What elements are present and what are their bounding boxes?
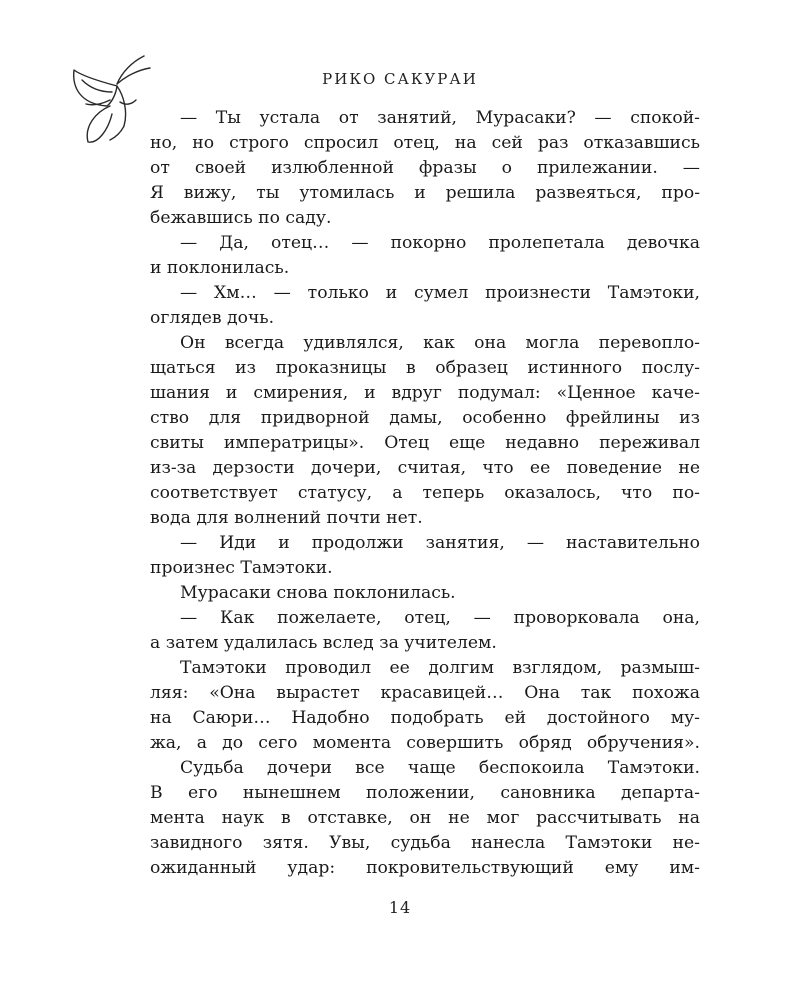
text-line: а затем удалилась вслед за учителем. <box>150 633 497 653</box>
text-line: жа, а до сего момента совершить обряд обручения». <box>150 733 700 753</box>
text-line: от своей излюбленной фразы о прилежании. — <box>150 158 700 178</box>
text-line: ляя: «Она вырастет красавицей… Она так похожа <box>150 683 700 703</box>
text-line: и поклонилась. <box>150 258 290 278</box>
text-line: соответствует статусу, а теперь оказалось, что по- <box>150 483 700 503</box>
text-line: ство для придворной дамы, особенно фрейлины из <box>150 408 700 428</box>
text-line: но, но строго спросил отец, на сей раз отказавшись <box>150 133 700 153</box>
text-line: Он всегда удивлялся, как она могла перевопло- <box>180 333 700 353</box>
text-line: вода для волнений почти нет. <box>150 508 423 528</box>
page-number: 14 <box>388 898 412 917</box>
text-line: — Ты устала от занятий, Мурасаки? — спокой- <box>180 108 700 128</box>
text-line: Тамэтоки проводил ее долгим взглядом, размыш- <box>180 658 700 678</box>
text-line: оглядев дочь. <box>150 308 275 328</box>
text-line: Мурасаки снова поклонилась. <box>180 583 456 603</box>
text-line: из-за дерзости дочери, считая, что ее поведение не <box>150 458 700 478</box>
text-line: ожиданный удар: покровительствующий ему им- <box>150 858 700 878</box>
text-line: — Как пожелаете, отец, — проворковала она, <box>180 608 700 628</box>
text-line: на Саюри… Надобно подобрать ей достойного му- <box>150 708 700 728</box>
text-line: свиты императрицы». Отец еще недавно переживал <box>150 433 700 453</box>
butterfly-icon <box>62 42 162 147</box>
text-line: завидного зятя. Увы, судьба нанесла Тамэтоки не- <box>150 833 700 853</box>
body-text <box>150 106 700 881</box>
running-header: РИКО САКУРАИ <box>322 70 478 88</box>
text-line: — Иди и продолжи занятия, — наставительно <box>180 533 700 553</box>
text-line: шания и смирения, и вдруг подумал: «Ценное каче- <box>150 383 700 403</box>
text-line: произнес Тамэтоки. <box>150 558 333 578</box>
text-line: Я вижу, ты утомилась и решила развеяться, про- <box>150 183 700 203</box>
text-line: В его нынешнем положении, сановника департа- <box>150 783 700 803</box>
text-line: — Хм… — только и сумел произнести Тамэтоки, <box>180 283 700 303</box>
text-line: мента наук в отставке, он не мог рассчитывать на <box>150 808 700 828</box>
text-line: — Да, отец… — покорно пролепетала девочка <box>180 233 700 253</box>
text-line: Судьба дочери все чаще беспокоила Тамэтоки. <box>180 758 700 778</box>
text-line: щаться из проказницы в образец истинного послу- <box>150 358 700 378</box>
text-line: бежавшись по саду. <box>150 208 332 228</box>
